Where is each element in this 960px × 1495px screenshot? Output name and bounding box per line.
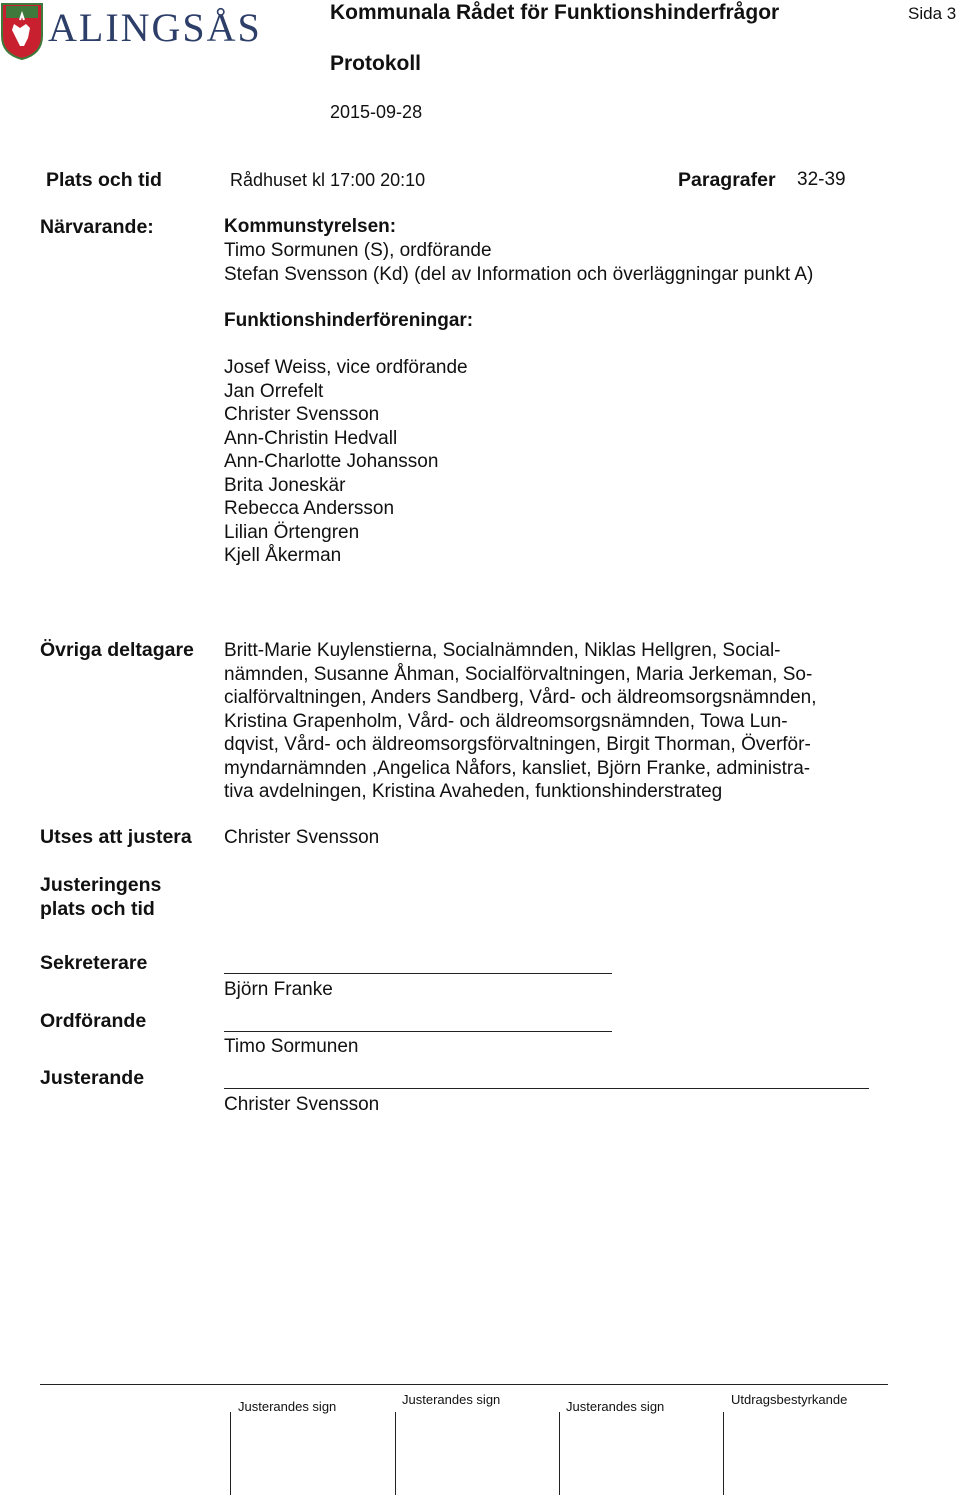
adjuster-label: Justerande	[40, 1067, 145, 1089]
text-line: dqvist, Vård- och äldreomsorgsförvaltningen, Birgit Thorman, Överför-	[224, 734, 811, 755]
footer-divider	[230, 1412, 231, 1495]
footer-divider	[395, 1412, 396, 1495]
paragraphs-value: 32-39	[797, 169, 846, 190]
ks-heading: Kommunstyrelsen:	[224, 216, 397, 237]
text-line: tiva avdelningen, Kristina Avaheden, funktionshinderstrateg	[224, 781, 723, 802]
place-label: Plats och tid	[46, 169, 162, 191]
list-item: Christer Svensson	[224, 404, 380, 425]
adjuster-name: Christer Svensson	[224, 1094, 380, 1115]
logo-text: ALINGSÅS	[48, 5, 262, 50]
others-text	[224, 639, 817, 804]
adjust-place-line2: plats och tid	[40, 898, 155, 920]
document-type: Protokoll	[330, 52, 422, 75]
list-item: Ann-Charlotte Johansson	[224, 451, 439, 472]
footer-divider	[559, 1412, 560, 1495]
secretary-name: Björn Franke	[224, 979, 333, 1000]
adjust-label: Utses att justera	[40, 826, 192, 848]
ks-members	[224, 239, 813, 286]
text-line: cialförvaltningen, Anders Sandberg, Vård- och äldreomsorgsnämnden,	[224, 687, 817, 708]
chair-signature-line	[224, 1031, 612, 1032]
adjust-place-line1: Justeringens	[40, 874, 162, 896]
list-item: Jan Orrefelt	[224, 380, 324, 402]
list-item: Lilian Örtengren	[224, 521, 360, 543]
place-value: Rådhuset kl 17:00 20:10	[230, 170, 426, 190]
text-line: nämnden, Susanne Åhman, Socialförvaltningen, Maria Jerkeman, So-	[224, 663, 813, 685]
meeting-date: 2015-09-28	[330, 102, 423, 122]
footer-sign-2: Justerandes sign	[402, 1392, 501, 1407]
secretary-label: Sekreterare	[40, 952, 148, 974]
adjust-place-label	[40, 873, 161, 921]
others-label: Övriga deltagare	[40, 639, 194, 661]
footer-rule	[40, 1384, 888, 1385]
list-item: Stefan Svensson (Kd) (del av Information och överläggningar punkt A)	[224, 263, 814, 285]
chair-name: Timo Sormunen	[224, 1036, 359, 1057]
list-item: Ann-Christin Hedvall	[224, 427, 398, 449]
adjust-value: Christer Svensson	[224, 827, 380, 848]
list-item: Kjell Åkerman	[224, 545, 342, 566]
text-line: myndarnämnden ,Angelica Nåfors, kansliet, Björn Franke, administra-	[224, 757, 811, 779]
logo	[0, 0, 260, 62]
document-title: Kommunala Rådet för Funktionshinderfrågor	[330, 1, 780, 24]
fh-heading: Funktionshinderföreningar:	[224, 310, 474, 331]
list-item: Rebecca Andersson	[224, 498, 395, 519]
coat-of-arms-icon	[0, 2, 44, 60]
list-item: Josef Weiss, vice ordförande	[224, 357, 468, 378]
footer-divider	[723, 1412, 724, 1495]
text-line: Britt-Marie Kuylenstierna, Socialnämnden, Niklas Hellgren, Social-	[224, 640, 781, 661]
text-line: Kristina Grapenholm, Vård- och äldreomsorgsnämnden, Towa Lun-	[224, 710, 788, 732]
list-item: Brita Joneskär	[224, 474, 346, 496]
footer-sign-1: Justerandes sign	[238, 1399, 337, 1414]
footer-extract: Utdragsbestyrkande	[731, 1392, 848, 1407]
list-item: Timo Sormunen (S), ordförande	[224, 240, 492, 261]
paragraphs-label: Paragrafer	[678, 169, 776, 191]
footer-sign-3: Justerandes sign	[566, 1399, 665, 1414]
adjuster-signature-line	[224, 1088, 869, 1089]
page-number: Sida 3	[908, 4, 957, 23]
fh-members	[224, 356, 468, 568]
present-label: Närvarande:	[40, 216, 154, 238]
secretary-signature-line	[224, 973, 612, 974]
chair-label: Ordförande	[40, 1010, 147, 1032]
